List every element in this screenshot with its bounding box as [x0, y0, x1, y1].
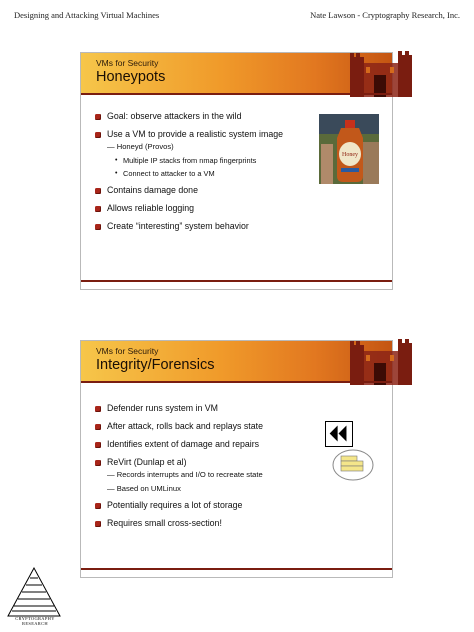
castle-icon [350, 45, 412, 97]
bullet-item: Allows reliable logging [93, 203, 283, 214]
pyramid-logo [6, 566, 62, 622]
bullet-item: Use a VM to provide a realistic system image [93, 129, 283, 140]
sub-sub-bullet-item: • Multiple IP stacks from nmap fingerprints [93, 156, 283, 166]
bullet-item: Identifies extent of damage and repairs [93, 439, 263, 450]
slide-title: Honeypots [96, 69, 166, 85]
title-bar [81, 53, 392, 93]
logo-text: CRYPTOGRAPHY RESEARCH [15, 616, 55, 626]
slide-bottom-rule [81, 568, 392, 570]
rewind-icon [325, 421, 353, 447]
sub-bullet-item: — Records interrupts and I/O to recreate state [107, 470, 263, 479]
title-bar [81, 341, 392, 381]
sub-sub-bullet-item: • Connect to attacker to a VM [93, 169, 283, 179]
sub-bullet-item: — Honeyd (Provos) [107, 142, 174, 151]
svg-text:Honey: Honey [342, 152, 358, 158]
bullet-item: Goal: observe attackers in the wild [93, 111, 283, 122]
bullet-list [93, 111, 283, 239]
slide-honeypots [80, 52, 393, 290]
slide-integrity-forensics [80, 340, 393, 578]
bullet-item: Contains damage done [93, 185, 283, 196]
header-left: Designing and Attacking Virtual Machines [14, 10, 160, 20]
slide-section: VMs for Security [96, 58, 159, 68]
bullet-item: Requires small cross-section! [93, 518, 263, 529]
header-right: Nate Lawson - Cryptography Research, Inc. [310, 10, 460, 20]
honey-bottle-photo [319, 114, 379, 184]
bullet-list [93, 403, 263, 536]
slide-bottom-rule [81, 280, 392, 282]
castle-icon [350, 333, 412, 385]
bullet-item: ReVirt (Dunlap et al) [93, 457, 263, 468]
bullet-item: After attack, rolls back and replays state [93, 421, 263, 432]
sub-bullet-item: — Based on UMLinux [107, 484, 181, 493]
page-header [14, 10, 460, 24]
slide-section: VMs for Security [96, 346, 159, 356]
slide-title: Integrity/Forensics [96, 357, 215, 373]
bullet-item: Create “interesting” system behavior [93, 221, 283, 232]
bullet-item: Defender runs system in VM [93, 403, 263, 414]
title-underline [81, 381, 392, 383]
title-underline [81, 93, 392, 95]
disk-storage-icon [332, 449, 374, 481]
bullet-item: Potentially requires a lot of storage [93, 500, 263, 511]
